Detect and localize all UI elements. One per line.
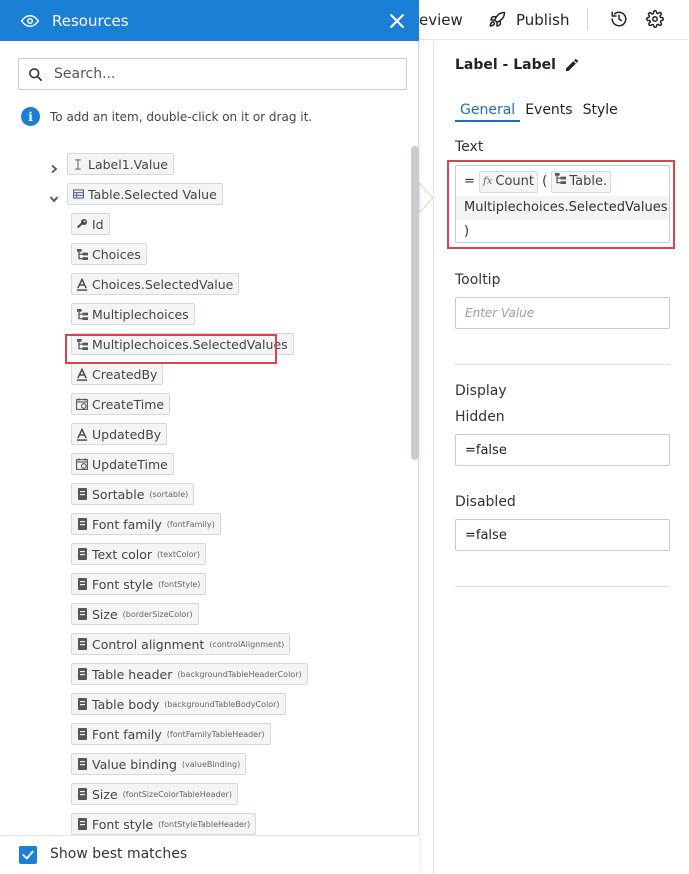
property-icon [76,728,88,740]
resource-node[interactable] [71,723,271,745]
resource-node-key: (backgroundTableBodyColor) [164,699,280,709]
table-icon [72,188,84,200]
key-icon [76,218,88,230]
resource-node[interactable] [71,363,163,385]
resource-node-key: (textColor) [157,549,200,559]
hierarchy-icon [76,308,88,320]
resource-node-label: Sortable [92,486,145,502]
resource-node[interactable] [67,183,223,205]
property-icon [76,698,88,710]
tree-item [71,723,271,745]
resource-node[interactable] [71,573,206,595]
tab-general[interactable]: General [455,102,520,122]
divider [455,364,670,365]
tree-item [71,753,246,775]
property-icon [76,758,88,770]
reference-tail: Multiplechoices.SelectedValues [456,196,669,220]
resource-node-key: (sortable) [149,489,189,499]
resource-node[interactable] [71,213,110,235]
resource-node-label: Table body [92,696,160,712]
tree-item [71,783,238,805]
info-text: To add an item, double-click on it or drag it. [50,109,313,124]
tree-item [71,813,256,835]
resource-node[interactable] [67,153,174,175]
tab-style[interactable]: Style [582,102,618,118]
tree-item [71,483,194,505]
disabled-label: Disabled [455,494,516,510]
resource-node[interactable] [71,303,195,325]
formula-highlight-box [447,160,675,249]
text-a-icon [76,428,88,440]
rocket-icon [488,11,506,29]
resource-node[interactable] [71,453,174,475]
tree-item [71,393,170,415]
component-name: Label - Label [455,57,556,73]
history-icon [610,10,628,28]
text-a-icon [76,278,88,290]
resources-footer [0,835,419,874]
resource-node-key: (fontFamilyTableHeader) [166,729,265,739]
divider [455,586,670,587]
resource-node-key: (valueBinding) [181,759,241,769]
resource-node-key: (fontSizeColorTableHeader) [122,789,232,799]
resource-node-key: (fontStyle) [158,579,201,589]
resource-node-label: Id [92,216,104,232]
resource-node-label: Choices.SelectedValue [92,276,234,292]
search-input[interactable] [18,58,407,90]
tree-item [71,243,147,265]
info-icon: i [21,107,40,126]
panel-pointer-caret [419,183,433,213]
resource-node-label: Multiplechoices [92,306,189,322]
hidden-value: =false [465,442,507,458]
tree-item [71,693,286,715]
tree-item [71,213,110,235]
property-icon [76,638,88,650]
tree-item [71,573,206,595]
properties-title [455,57,580,73]
property-icon [76,578,88,590]
toolbar-divider [587,8,588,30]
formula-open-paren: ( [542,174,548,189]
resources-header [0,0,419,41]
tooltip-placeholder: Enter Value [465,306,535,320]
resource-node[interactable] [71,393,170,415]
tree-item [71,423,167,445]
resource-node[interactable] [71,813,256,835]
resources-title: Resources [52,12,129,30]
resource-node-label: Control alignment [92,636,205,652]
chevron-right-icon[interactable] [49,159,59,169]
eye-icon [21,12,39,30]
property-icon [76,668,88,680]
publish-label: Publish [516,11,570,29]
tab-events[interactable]: Events [525,102,573,118]
hidden-label: Hidden [455,409,505,425]
formula-close-paren: ) [464,224,470,239]
tree-item [71,453,174,475]
disabled-value: =false [465,527,507,543]
info-hint [21,107,312,126]
resource-node-label: Text color [92,546,153,562]
resource-node-label: Font style [92,816,154,832]
tree-item [71,363,163,385]
selected-node-highlight-box [65,334,277,364]
text-cursor-icon [72,158,84,170]
checkmark-icon [21,848,35,862]
resource-node[interactable] [71,753,246,775]
hierarchy-icon [76,248,88,260]
resource-node-label: UpdatedBy [92,426,162,442]
text-label: Text [455,139,484,155]
calendar-icon [76,458,88,470]
display-label: Display [455,383,507,399]
pencil-icon[interactable] [564,57,580,73]
history-button[interactable] [609,9,629,29]
resource-node-label: CreatedBy [92,366,158,382]
resource-node[interactable] [71,543,206,565]
tree-item [71,543,206,565]
resource-node[interactable] [71,273,239,295]
tree-item [71,273,239,295]
resource-node-label: Label1.Value [88,156,168,172]
tree-item [71,603,199,625]
property-icon [76,788,88,800]
resource-node-key: (controlAlignment) [209,639,285,649]
formula-equals: = [464,174,475,189]
tooltip-input[interactable] [455,297,670,329]
resource-node-label: Table header [92,666,173,682]
resource-node[interactable] [71,663,308,685]
resource-node[interactable] [71,693,286,715]
disabled-input[interactable] [455,519,670,551]
resource-node-key: (backgroundTableHeaderColor) [177,669,302,679]
tree-item [71,303,195,325]
property-icon [76,518,88,530]
tree-item [67,183,223,205]
property-icon [76,608,88,620]
resource-node-label: Choices [92,246,141,262]
tree-item [67,153,174,175]
scrollbar-thumb[interactable] [411,146,419,460]
resource-node-label: Multiplechoices.SelectedValues [92,336,288,352]
calendar-icon [76,398,88,410]
search-placeholder: Search... [54,66,116,82]
resource-node-label: Font style [92,576,154,592]
reference-head: Table. [569,173,608,189]
resource-node[interactable] [71,603,199,625]
resource-node[interactable] [71,423,167,445]
preview-button[interactable] [419,0,463,40]
function-name: Count [495,173,534,189]
tooltip-label: Tooltip [455,272,501,288]
resource-node-label: Size [92,786,118,802]
tree-item [71,513,221,535]
search-icon [28,67,43,82]
resource-node-label: UpdateTime [92,456,168,472]
resource-node[interactable] [71,633,290,655]
property-icon [76,488,88,500]
settings-button[interactable] [645,9,665,29]
tree-item [71,663,308,685]
tree-item [71,633,290,655]
show-best-matches-checkbox[interactable] [19,846,37,864]
resource-node-key: (fontFamily) [166,519,215,529]
property-icon [76,548,88,560]
resource-node-label: CreateTime [92,396,165,412]
preview-label: eview [419,11,463,29]
resource-node-key: (borderSizeColor) [122,609,193,619]
show-best-matches-label: Show best matches [50,846,188,862]
chevron-down-icon[interactable] [49,189,59,199]
publish-button[interactable] [488,0,569,40]
resource-node-label: Font family [92,516,162,532]
text-a-icon [76,368,88,380]
resource-node-label: Value binding [92,756,177,772]
resource-node[interactable] [71,483,194,505]
properties-tabs [455,102,623,122]
property-icon [76,818,88,830]
hidden-input[interactable] [455,434,670,466]
close-icon[interactable] [387,11,407,31]
function-icon: fx [483,175,493,187]
resource-node-label: Font family [92,726,162,742]
resource-node-key: (fontStyleTableHeader) [158,819,251,829]
resource-node-label: Table.Selected Value [88,186,217,202]
gear-icon [646,10,664,28]
resource-node[interactable] [71,513,221,535]
resource-node-label: Size [92,606,118,622]
resource-node[interactable] [71,783,238,805]
resource-node[interactable] [71,243,147,265]
